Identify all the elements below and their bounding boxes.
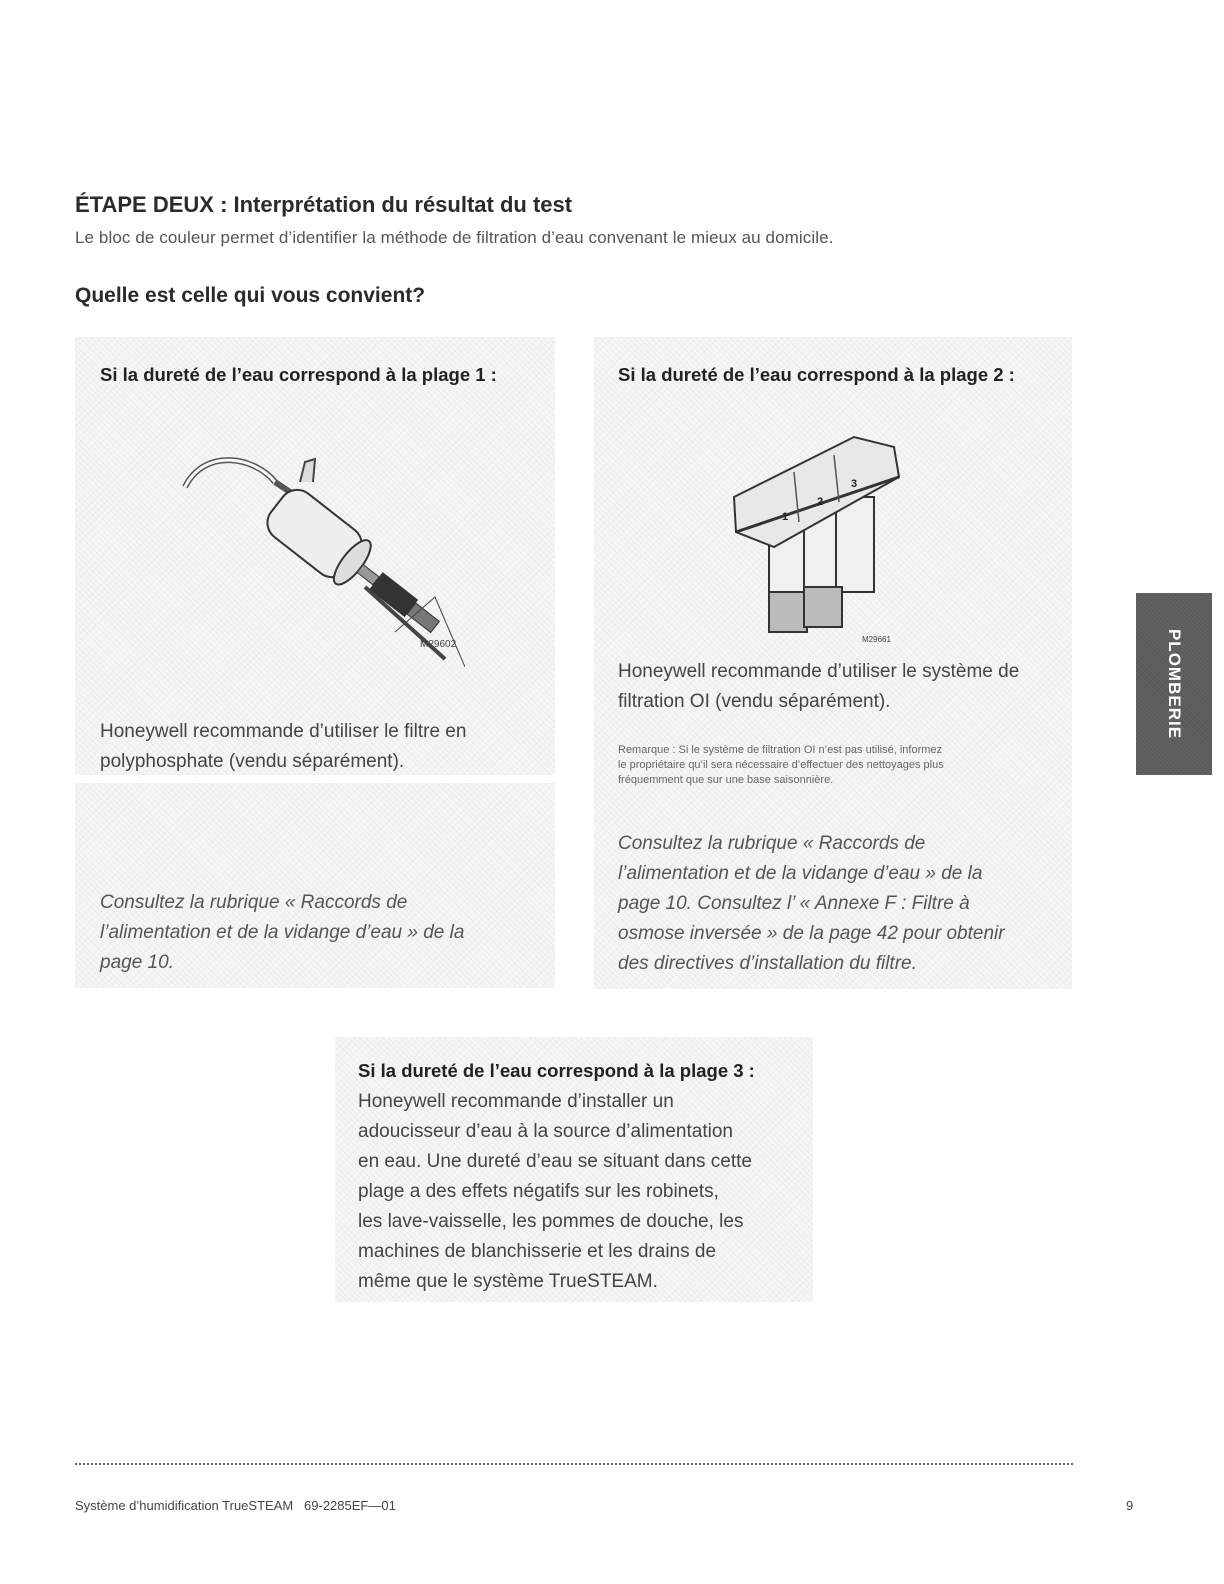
figure-code-1: M29602 <box>420 639 457 650</box>
text-line: des directives d’installation du filtre. <box>618 953 917 974</box>
range3-text <box>358 1087 752 1297</box>
filter-number: 1 <box>782 511 789 523</box>
question-heading: Quelle est celle qui vous convient? <box>75 284 426 307</box>
text-line: page 10. <box>100 952 174 973</box>
range3-box <box>335 1037 813 1302</box>
text-line: Consultez la rubrique « Raccords de <box>618 833 926 854</box>
section-tab-label: PLOMBERIE <box>1165 628 1184 740</box>
figure-code-2: M29661 <box>862 635 891 644</box>
text-line: machines de blanchisserie et les drains de <box>358 1241 717 1262</box>
text-line: osmose inversée » de la page 42 pour obtenir <box>618 923 1005 944</box>
range1-box <box>75 337 555 775</box>
text-line: Honeywell recommande d’utiliser le filtre en <box>100 721 467 742</box>
range1-reference <box>100 888 464 978</box>
text-line: fréquemment que sur une base saisonnière. <box>618 774 834 786</box>
range2-reference <box>618 829 1005 979</box>
range1-recommendation <box>100 717 466 777</box>
range2-recommendation <box>618 657 1019 717</box>
step-title: ÉTAPE DEUX : Interprétation du résultat du test <box>75 192 573 217</box>
text-line: plage a des effets négatifs sur les robinets, <box>358 1181 719 1202</box>
text-line: l’alimentation et de la vidange d’eau » de la <box>618 863 983 884</box>
text-line: Honeywell recommande d’utiliser le système de <box>618 661 1020 682</box>
text-line: même que le système TrueSTEAM. <box>358 1271 658 1292</box>
footer-divider <box>75 1463 1073 1465</box>
text-line: les lave-vaisselle, les pommes de douche, les <box>358 1211 744 1232</box>
section-tab <box>1136 593 1212 775</box>
text-line: l’alimentation et de la vidange d’eau » de la <box>100 922 465 943</box>
text-line: Consultez la rubrique « Raccords de <box>100 892 408 913</box>
range3-heading: Si la dureté de l’eau correspond à la plage 3 : <box>358 1060 755 1081</box>
text-line: filtration OI (vendu séparément). <box>618 691 891 712</box>
range2-note <box>618 743 944 788</box>
range2-box <box>594 337 1072 989</box>
text-line: page 10. Consultez l’ « Annexe F : Filtre à <box>618 893 970 914</box>
page-number: 9 <box>1126 1498 1134 1513</box>
step-subtitle: Le bloc de couleur permet d’identifier la méthode de filtration d’eau convenant le mieux au domicile. <box>75 228 834 247</box>
text-line: Remarque : Si le système de filtration OI n’est pas utilisé, informez <box>618 744 943 756</box>
range2-heading: Si la dureté de l’eau correspond à la plage 2 : <box>618 364 1015 385</box>
text-line: en eau. Une dureté d’eau se situant dans cette <box>358 1151 752 1172</box>
text-line: le propriétaire qu’il sera nécessaire d’effectuer des nettoyages plus <box>618 759 944 771</box>
text-line: adoucisseur d’eau à la source d’alimentation <box>358 1121 733 1142</box>
footer-document: Système d’humidification TrueSTEAM 69-2285EF—01 <box>75 1498 396 1513</box>
range1-reference-box <box>75 783 555 988</box>
polyphosphate-filter-illustration <box>165 437 465 667</box>
text-line: Honeywell recommande d’installer un <box>358 1091 674 1112</box>
ro-filter-illustration <box>724 417 944 647</box>
filter-number: 2 <box>817 496 824 508</box>
range1-heading: Si la dureté de l’eau correspond à la plage 1 : <box>100 364 497 385</box>
text-line: polyphosphate (vendu séparément). <box>100 751 405 772</box>
filter-number: 3 <box>851 478 858 490</box>
